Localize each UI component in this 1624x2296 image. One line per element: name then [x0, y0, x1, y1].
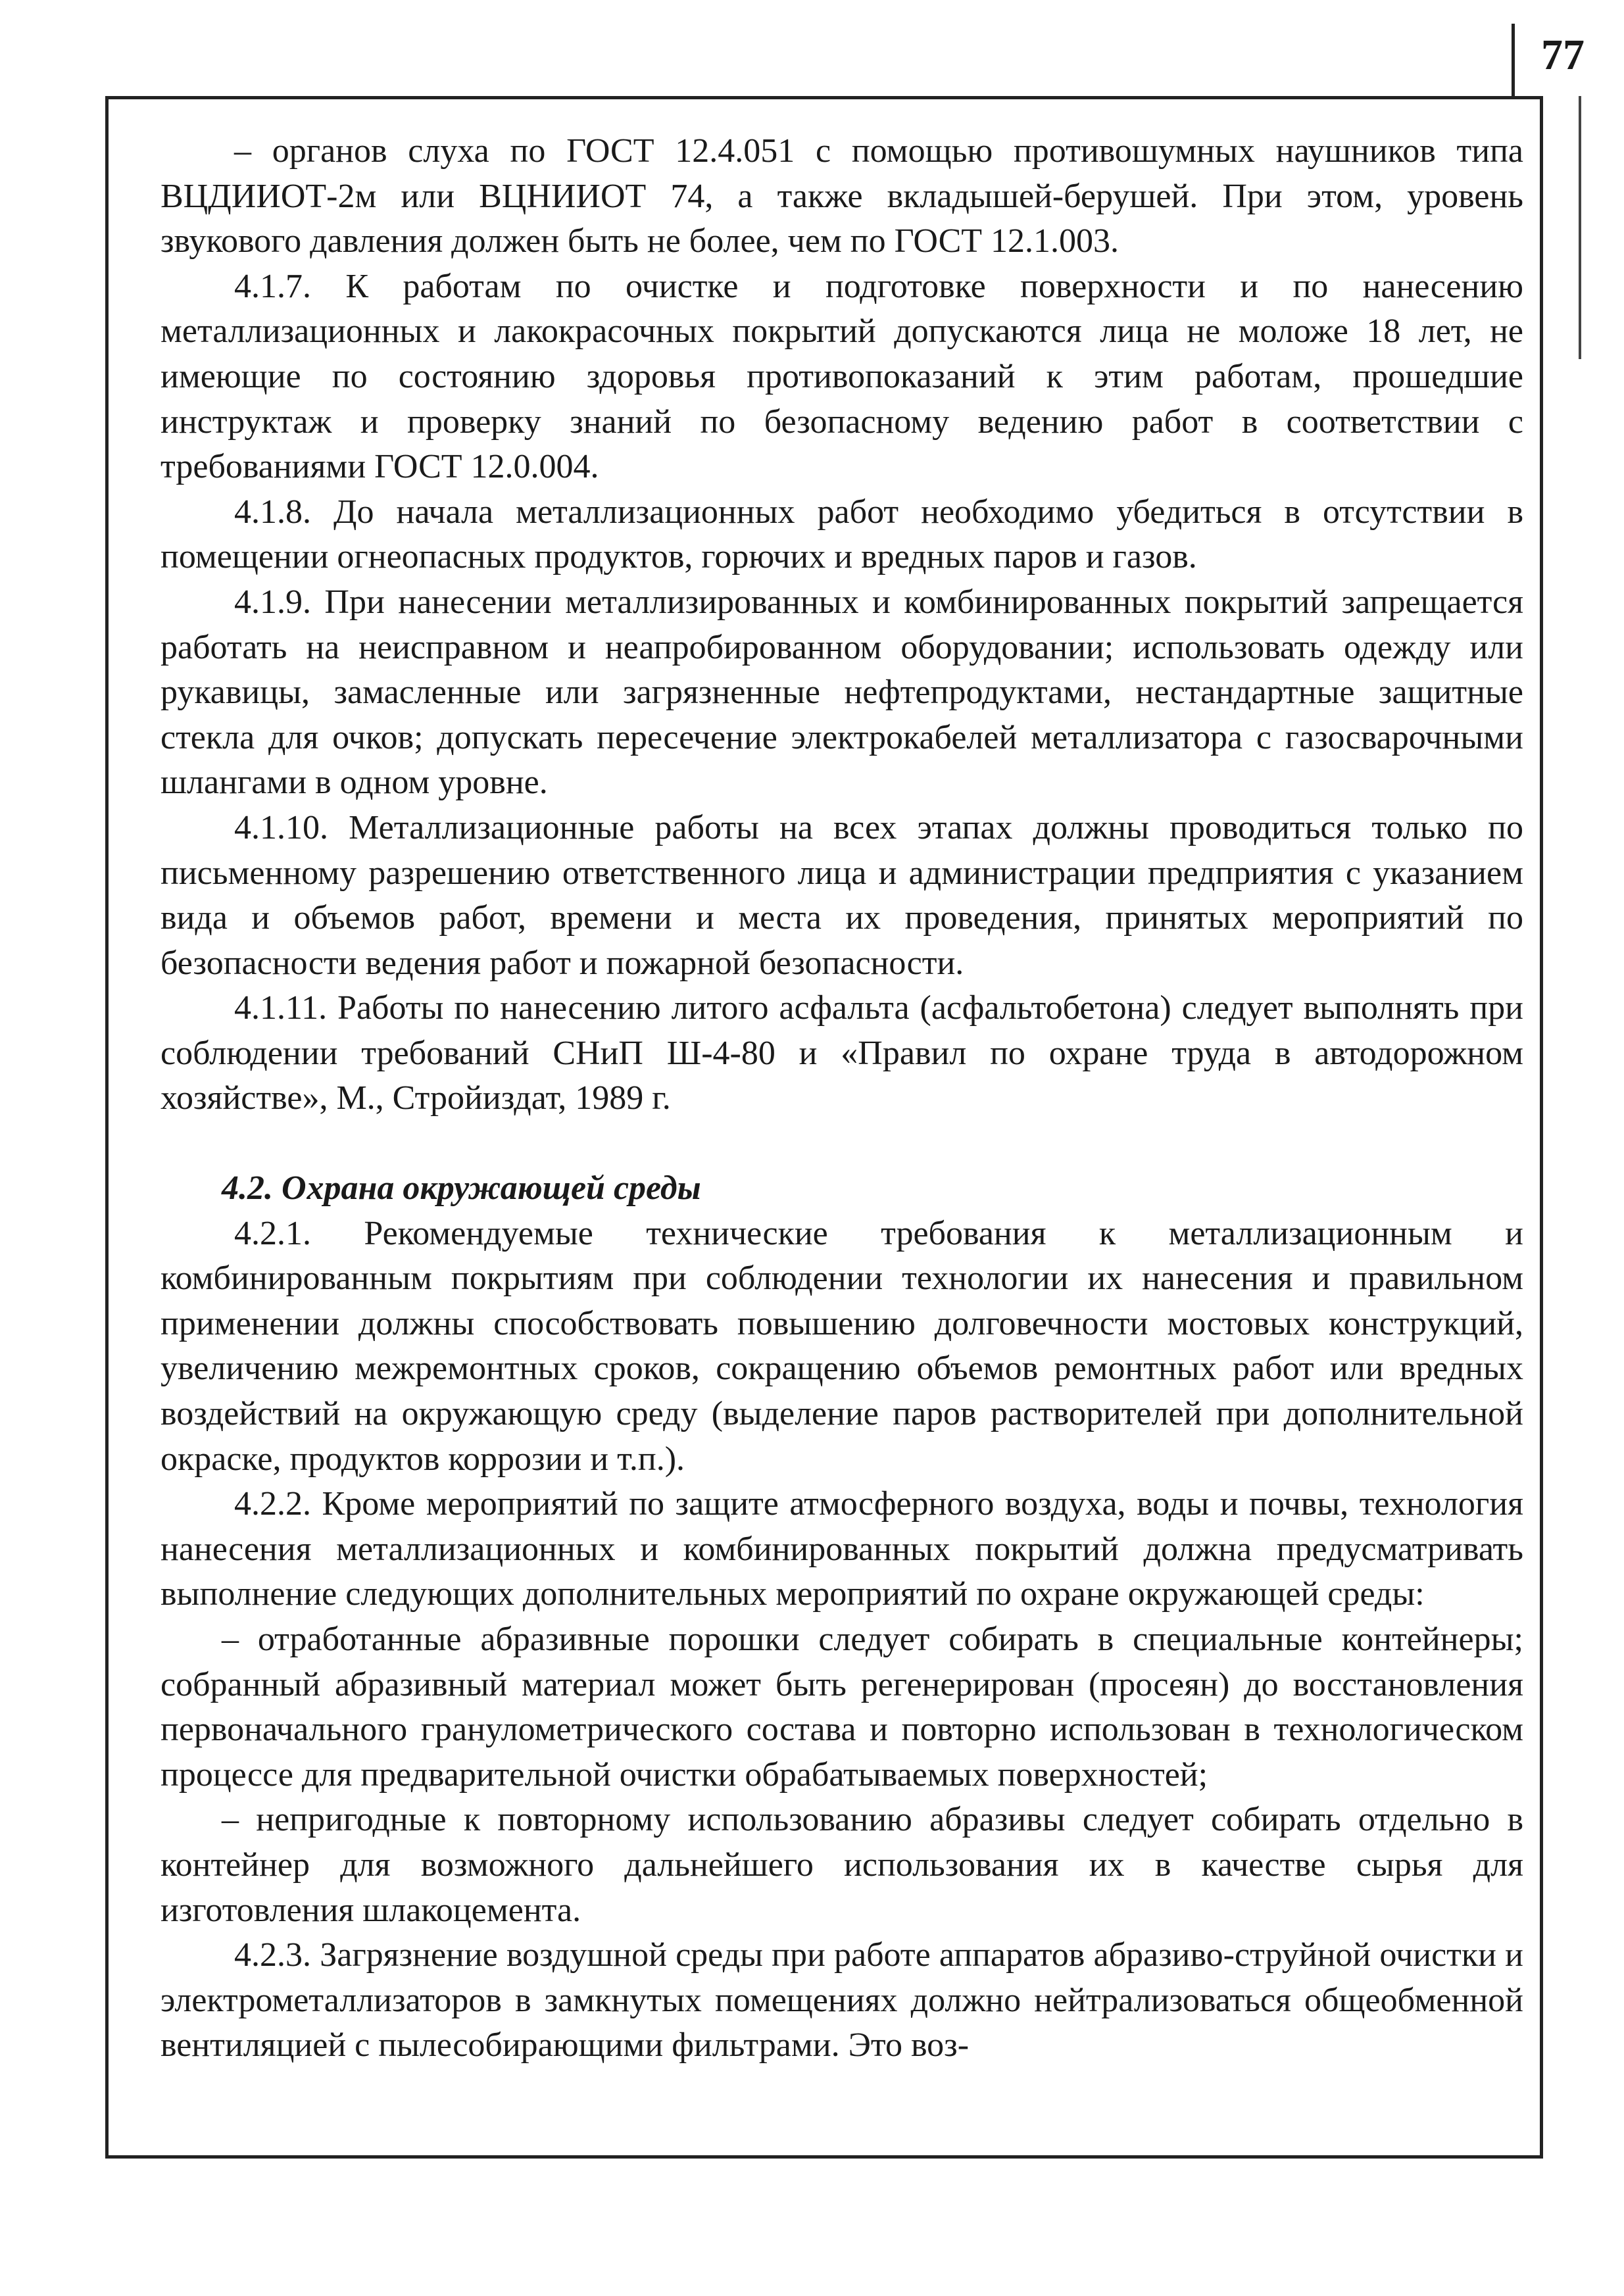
bullet-abrasive-disposal: – непригодные к повторному использованию абразивы следует собирать отдельно в контейнер для возможного дальнейшего использования их в качестве сырья для изготовления шлакоцемента. — [160, 1801, 1523, 1929]
paragraph-4-2-3: 4.2.3. Загрязнение воздушной среды при работе аппаратов абразиво-струйной очистки и электрометаллизаторов в замкнутых помещениях должно нейтрализоваться общеобменной вентиляцией с пылесобирающими фильтрами. Это воз- — [160, 1936, 1523, 2064]
document-body — [160, 129, 1523, 2068]
paragraph-4-1-9: 4.1.9. При нанесении металлизированных и комбинированных покрытий запрещается работать на неисправном и неапробированном оборудовании; использовать одежду или рукавицы, замасленные или загрязненные нефтепродуктами, нестандартные защитные стекла для очков; допускать пересечение электрокабелей металлизатора с газосварочными шлангами в одном уровне. — [160, 583, 1523, 802]
section-heading: 4.2. Охрана окружающей среды — [222, 1169, 701, 1208]
page-number-box — [1512, 24, 1624, 96]
paragraph-4-2-1: 4.2.1. Рекомендуемые технические требования к металлизационным и комбинированным покрытиям при соблюдении технологии их нанесения и правильном применении должны способствовать повышению долговечности мостовых конструкций, увеличению межремонтных сроков, сокращению объемов ремонтных работ или вредных воздействий на окружающую среду (выделение паров растворителей при дополнительной окраске, продуктов коррозии и т.п.). — [160, 1214, 1523, 1478]
paragraph-4-1-11: 4.1.11. Работы по нанесению литого асфальта (асфальтобетона) следует выполнять при соблюдении требований СНиП Ш-4-80 и «Правил по охране труда в автодорожном хозяйстве», М., Стройиздат, 1989 г. — [160, 989, 1523, 1117]
paragraph-4-2-2: 4.2.2. Кроме мероприятий по защите атмосферного воздуха, воды и почвы, технология нанесения металлизационных и комбинированных покрытий должна предусматривать выполнение следующих дополнительных мероприятий по охране окружающей среды: — [160, 1485, 1523, 1613]
bullet-abrasive-reuse: – отработанные абразивные порошки следует собирать в специальные контейнеры; собранный абразивный материал может быть регенерирован (просеян) до восстановления первоначального гранулометрического состава и повторно использован в технологическом процессе для предварительной очистки обрабатываемых поверхностей; — [160, 1621, 1523, 1794]
paragraph-hearing-protection: – органов слуха по ГОСТ 12.4.051 с помощью противошумных наушников типа ВЦДИИОТ-2м или ВЦНИИОТ 74, а также вкладышей-берушей. При этом, уровень звукового давления должен быть не более, чем по ГОСТ 12.1.003. — [160, 132, 1523, 260]
paragraph-4-1-8: 4.1.8. До начала металлизационных работ необходимо убедиться в отсутствии в помещении огнеопасных продуктов, горючих и вредных паров и газов. — [160, 493, 1523, 576]
frame-edge-mark — [1579, 96, 1581, 359]
page-number: 77 — [1541, 31, 1585, 79]
paragraph-4-1-10: 4.1.10. Металлизационные работы на всех этапах должны проводиться только по письменному разрешению ответственного лица и администрации предприятия с указанием вида и объемов работ, времени и места их проведения, принятых мероприятий по безопасности ведения работ и пожарной безопасности. — [160, 808, 1523, 982]
paragraph-4-1-7: 4.1.7. К работам по очистке и подготовке поверхности и по нанесению металлизационных и лакокрасочных покрытий допускаются лица не моложе 18 лет, не имеющие по состоянию здоровья противопоказаний к этим работам, прошедшие инструктаж и проверку знаний по безопасному ведению работ в соответствии с требованиями ГОСТ 12.0.004. — [160, 267, 1523, 486]
